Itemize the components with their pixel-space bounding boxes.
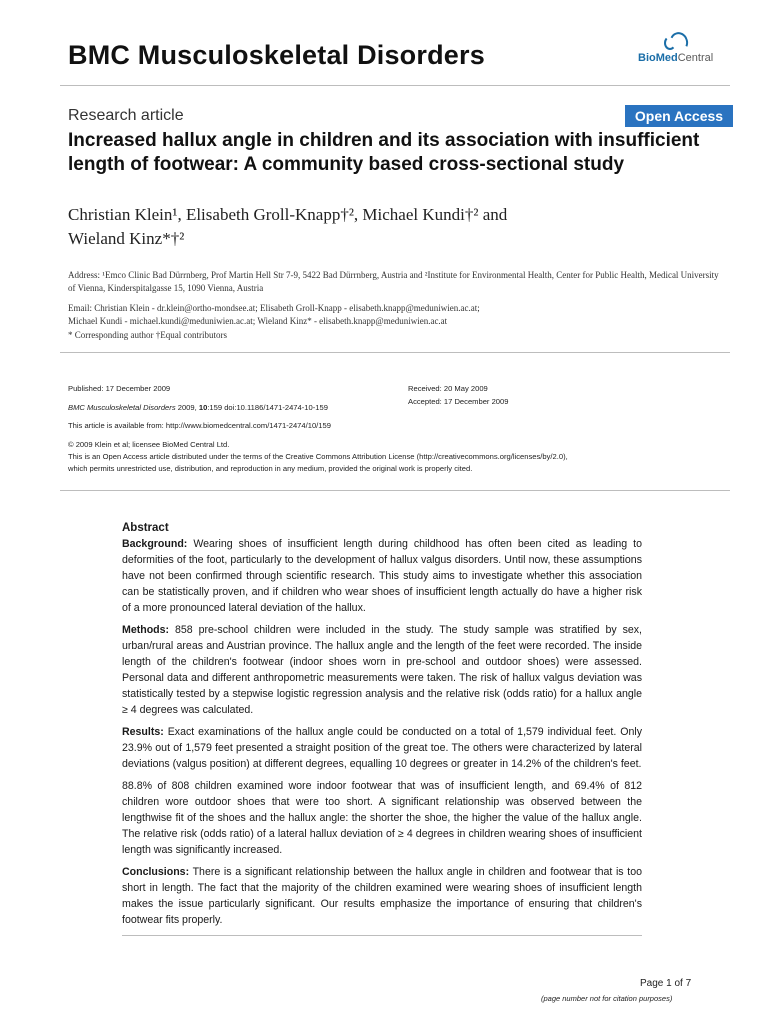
author-list [68, 203, 708, 251]
email-line-2: Michael Kundi - michael.kundi@meduniwien.ac.at; Wieland Kinz* - elisabeth.knapp@meduniwien.ac.at [68, 316, 448, 326]
results-label: Results: [122, 726, 164, 738]
conclusions-text: There is a significant relationship between the hallux angle in children and footwear that is too short in length. The fact that the majority of the children examined were wearing shoes of insufficient length makes the issue particularly significant. Our results emphasize the importance of ensuring that children's footwear fits properly. [122, 866, 642, 926]
results-text: Exact examinations of the hallux angle could be conducted on a total of 1,579 individual feet. Only 23.9% out of 1,579 feet presented a straight position of the great toe. The others were characterized by lateral deviations (valgus position) at different degrees, equalling 10 degrees or greater in 14.2% of the children's feet. [122, 726, 642, 770]
accepted-date: Accepted: 17 December 2009 [408, 397, 509, 406]
license-line-2: which permits unrestricted use, distribution, and reproduction in any medium, provided the original work is properly cited. [68, 464, 473, 473]
logo-text [638, 52, 713, 64]
abstract-methods [122, 622, 642, 718]
background-label: Background: [122, 538, 188, 550]
journal-title: BMC Musculoskeletal Disorders [68, 40, 485, 70]
authors-line-2: Wieland Kinz*†² [68, 229, 185, 248]
citation-doi: :159 doi:10.1186/1471-2474-10-159 [207, 403, 328, 412]
methods-label: Methods: [122, 624, 170, 636]
abstract-results [122, 724, 642, 772]
abstract-heading: Abstract [122, 522, 169, 534]
logo-text-bold: BioMed [638, 52, 678, 64]
methods-text: 858 pre-school children were included in the study. The study sample was stratified by sex, urban/rural areas and Austrian province. The hallux angle and the length of the feet were recorded. The inside length of the children's footwear (indoor shoes worn in pre-school and outdoor shoes) were assessed. Personal data and different anthropometric measurements were taken. The risk of hallux valgus deviation was statistically tested by a stepwise logistic regression analysis and the relative risk (odds ratio) for a hallux angle ≥ 4 degrees was calculated. [122, 624, 642, 716]
meta-divider [60, 352, 730, 353]
copyright: © 2009 Klein et al; licensee BioMed Central Ltd. [68, 440, 230, 449]
citation-volume: 10 [198, 403, 208, 412]
background-text: Wearing shoes of insufficient length during childhood has often been cited as leading to deformities of the foot, particularly to the development of hallux valgus disorders. Until now, these assumptions have not been confirmed through scientific research. This study aims to investigate whether this association can be statistically proven, and if children who wear shoes of insufficient length actually do have a higher risk of a more pronounced lateral deviation of the hallux. [122, 538, 642, 614]
license-line-1: This is an Open Access article distributed under the terms of the Creative Commons Attribution License (http://creativecommons.org/licenses/by/2.0), [68, 452, 568, 461]
biomed-central-logo [626, 30, 714, 70]
citation [68, 402, 328, 414]
citation-year: 2009, [175, 403, 199, 412]
paper-title: Increased hallux angle in children and its association with insufficient length of footwear: A community based cross-sectional study [68, 130, 700, 175]
author-footnote: * Corresponding author †Equal contributors [68, 330, 227, 340]
article-url[interactable]: This article is available from: http://www.biomedcentral.com/1471-2474/10/159 [68, 421, 331, 430]
abstract-conclusions [122, 864, 642, 928]
abstract-results-2: 88.8% of 808 children examined wore indoor footwear that was of insufficient length, and 69.4% of 812 children wore outdoor shoes that were too short. A significant relationship was observed between the lengthwise fit of the shoes and the hallux angle: the shorter the shoe, the higher the value of the hallux angle. The relative risk (odds ratio) of a lateral hallux deviation of ≥ 4 degrees in children wearing shoes of insufficient length was significantly increased. [122, 780, 642, 856]
email-line-1: Email: Christian Klein - dr.klein@ortho-mondsee.at; Elisabeth Groll-Knapp - elisabeth.knapp@meduniwien.ac.at; [68, 303, 480, 313]
authors-line-1: Christian Klein¹, Elisabeth Groll-Knapp†², Michael Kundi†² and [68, 205, 508, 224]
page-note: (page number not for citation purposes) [541, 994, 673, 1003]
open-access-badge: Open Access [625, 105, 733, 127]
conclusions-label: Conclusions: [122, 866, 190, 878]
abstract [122, 520, 642, 934]
article-type: Research article [68, 107, 184, 124]
citation-journal: BMC Musculoskeletal Disorders [68, 403, 176, 412]
page-number: Page 1 of 7 [640, 978, 692, 989]
logo-text-light: Central [677, 52, 714, 64]
published-date: Published: 17 December 2009 [68, 384, 171, 393]
logo-arc-inner [664, 36, 676, 50]
header-divider [60, 85, 730, 86]
affiliation-address: Address: ¹Emco Clinic Bad Dürrnberg, Prof Martin Hell Str 7-9, 5422 Bad Dürrnberg, Austria and ²Institute for Environmental Health, Center for Public Health, Medical University of Vienna, Kinderspitalgasse 15, 1090 Vienna, Austria [68, 270, 719, 293]
abstract-top-divider [60, 490, 730, 491]
received-date: Received: 20 May 2009 [408, 384, 488, 393]
abstract-background [122, 536, 642, 616]
abstract-bottom-divider [122, 935, 642, 936]
